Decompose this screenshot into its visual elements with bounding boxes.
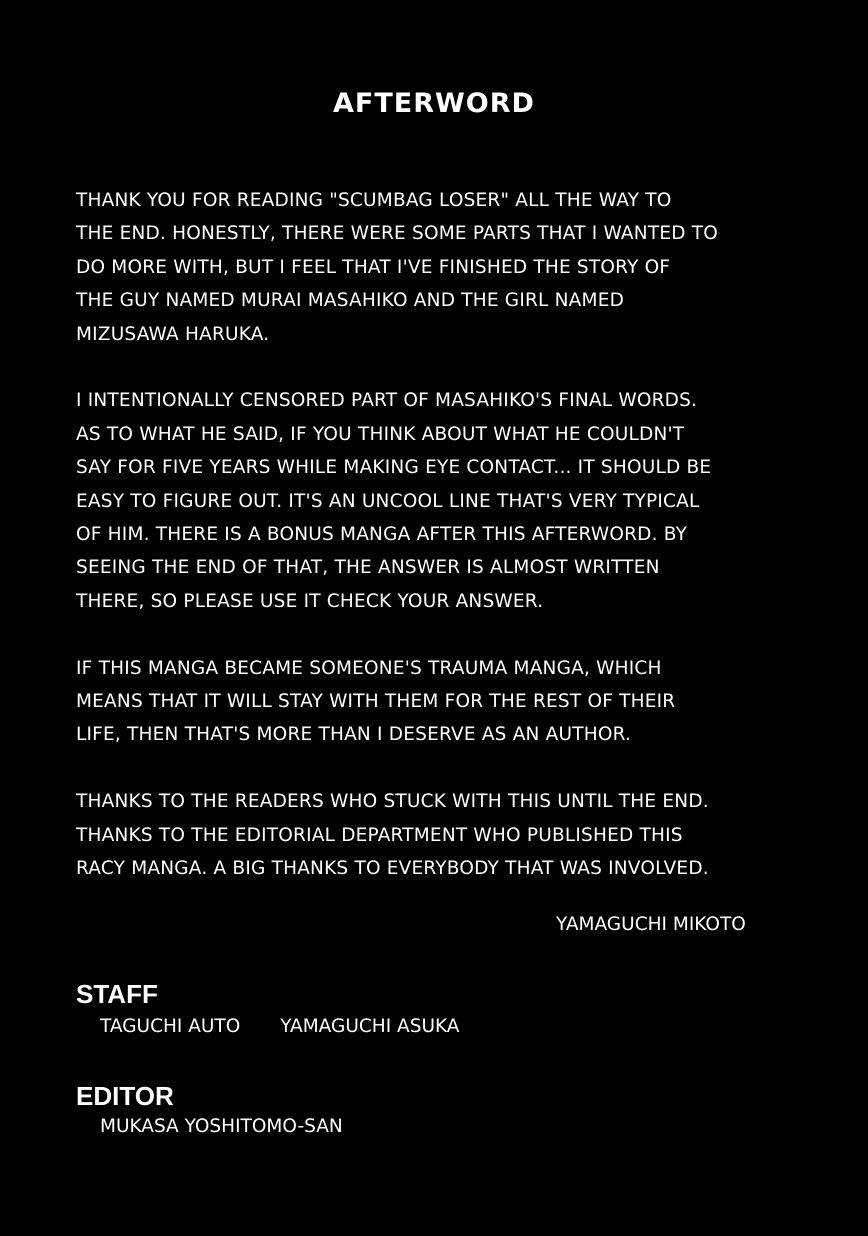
text-line: EASY TO FIGURE OUT. IT'S AN UNCOOL LINE THAT'S VERY TYPICAL (76, 490, 700, 512)
paragraph (76, 785, 776, 885)
editor-name: MUKASA YOSHITOMO-SAN (100, 1116, 343, 1137)
text-line: MIZUSAWA HARUKA. (76, 323, 270, 345)
staff-name: TAGUCHI AUTO (100, 1016, 241, 1037)
text-line: SEEING THE END OF THAT, THE ANSWER IS ALMOST WRITTEN (76, 557, 660, 579)
text-line: OF HIM. THERE IS A BONUS MANGA AFTER THIS AFTERWORD. BY (76, 524, 688, 546)
paragraph (76, 652, 776, 752)
text-line: MEANS THAT IT WILL STAY WITH THEM FOR THE REST OF THEIR (76, 691, 676, 713)
text-line: THANKS TO THE READERS WHO STUCK WITH THIS UNTIL THE END. (76, 791, 709, 813)
staff-name: YAMAGUCHI ASUKA (280, 1016, 460, 1037)
paragraph (76, 184, 776, 351)
text-line: DO MORE WITH, BUT I FEEL THAT I'VE FINISHED THE STORY OF (76, 256, 671, 278)
staff-names (100, 1016, 459, 1037)
text-line: THANK YOU FOR READING "SCUMBAG LOSER" ALL THE WAY TO (76, 190, 672, 211)
text-line: THE END. HONESTLY, THERE WERE SOME PARTS THAT I WANTED TO (76, 223, 718, 245)
editor-heading: EDITOR (76, 1081, 174, 1111)
text-line: THERE, SO PLEASE USE IT CHECK YOUR ANSWER. (76, 590, 544, 612)
text-line: SAY FOR FIVE YEARS WHILE MAKING EYE CONTACT... IT SHOULD BE (76, 457, 712, 479)
text-line: THE GUY NAMED MURAI MASAHIKO AND THE GIRL NAMED (76, 290, 625, 312)
page-title: AFTERWORD (333, 88, 535, 119)
text-line: LIFE, THEN THAT'S MORE THAN I DESERVE AS AN AUTHOR. (76, 724, 632, 746)
afterword-body (76, 184, 776, 919)
paragraph (76, 384, 776, 618)
text-line: RACY MANGA. A BIG THANKS TO EVERYBODY THAT WAS INVOLVED. (76, 858, 709, 880)
staff-heading: STAFF (76, 979, 158, 1009)
text-line: I INTENTIONALLY CENSORED PART OF MASAHIKO'S FINAL WORDS. (76, 390, 698, 412)
text-line: IF THIS MANGA BECAME SOMEONE'S TRAUMA MANGA, WHICH (76, 657, 662, 679)
text-line: AS TO WHAT HE SAID, IF YOU THINK ABOUT WHAT HE COULDN'T (76, 423, 685, 445)
text-line: THANKS TO THE EDITORIAL DEPARTMENT WHO PUBLISHED THIS (76, 824, 683, 846)
author-signature: YAMAGUCHI MIKOTO (556, 914, 746, 935)
editor-names (100, 1116, 343, 1137)
